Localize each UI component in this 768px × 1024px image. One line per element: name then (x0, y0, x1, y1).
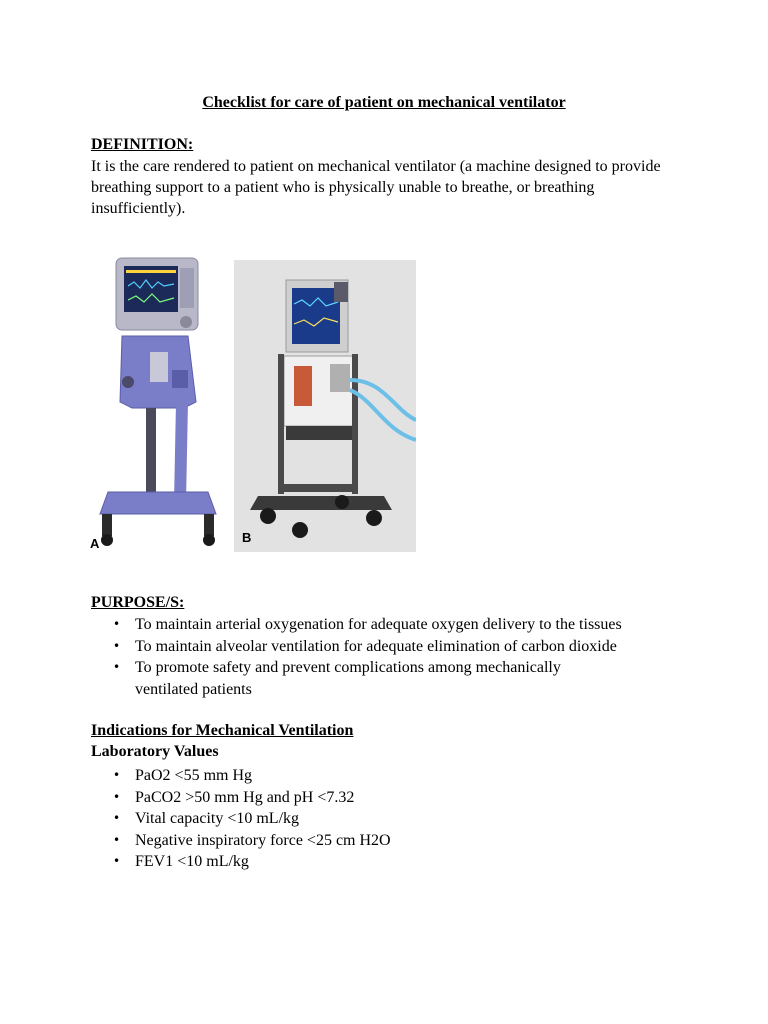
list-item: • Vital capacity <10 mL/kg (91, 808, 711, 830)
list-item: • PaCO2 >50 mm Hg and pH <7.32 (91, 787, 711, 809)
indications-list (91, 765, 711, 873)
definition-text: It is the care rendered to patient on mechanical ventilator (a machine designed to provide breathing support to a patient who is physically unable to breathe, or breathing insufficiently). (91, 158, 661, 217)
list-item: • FEV1 <10 mL/kg (91, 851, 711, 873)
definition-heading: DEFINITION: (91, 136, 194, 153)
list-item: • PaO2 <55 mm Hg (91, 765, 711, 787)
purpose-list (91, 614, 711, 700)
indications-heading: Indications for Mechanical Ventilation (91, 722, 354, 739)
ventilator-a-image (88, 252, 228, 552)
laboratory-values-heading: Laboratory Values (91, 743, 219, 760)
list-item: • Negative inspiratory force <25 cm H2O (91, 830, 711, 852)
figure-b-label: B (242, 530, 252, 545)
figure-a-label: A (90, 536, 100, 551)
list-item: • To maintain alveolar ventilation for adequate elimination of carbon dioxide (91, 636, 711, 658)
ventilator-b-image (234, 260, 416, 552)
list-item: • To maintain arterial oxygenation for adequate oxygen delivery to the tissues (91, 614, 711, 636)
list-item: • To promote safety and prevent complications among mechanically ventilated patients (91, 657, 711, 700)
purpose-heading: PURPOSE/S: (91, 594, 185, 611)
page-title: Checklist for care of patient on mechanical ventilator (202, 94, 566, 111)
